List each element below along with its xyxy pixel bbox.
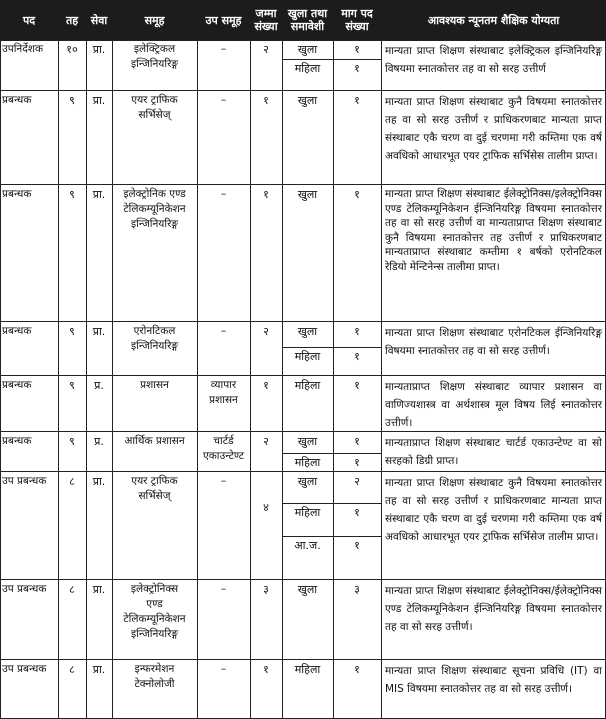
table-rule bbox=[0, 321, 606, 322]
table-rule bbox=[0, 40, 606, 41]
cell-total: २ bbox=[263, 435, 269, 448]
cell-quota-count: १ bbox=[354, 62, 360, 75]
cell-qualification: मान्यता प्राप्त शिक्षण संस्थाबाट सूचना प्रविधि (IT) वा MIS विषयमा स्नातकोत्तर तह वा सो सरह उत्तीर्ण। bbox=[385, 665, 602, 695]
table-rule bbox=[197, 40, 198, 719]
cell-level: १० bbox=[66, 43, 78, 56]
cell-qualification: मान्यता प्राप्त शिक्षण संस्थाबाट एरोनटिकल ईन्जिनियरिङ्ग विषयमा स्नातकोत्तर तह वा सो सरह उत्तीर्ण। bbox=[385, 327, 602, 357]
cell-service: प्रा. bbox=[92, 94, 106, 107]
cell-quota-type: महिला bbox=[294, 62, 321, 75]
cell-total: २ bbox=[263, 325, 269, 338]
header-qualification: आवश्यक न्यूनतम शैक्षिक योग्यता bbox=[381, 0, 606, 40]
cell-subgroup: चार्टर्ड एकाउन्टेण्ट bbox=[202, 435, 245, 462]
table-rule bbox=[282, 453, 381, 454]
cell-level: ९ bbox=[69, 379, 75, 392]
cell-quota-type: महिला bbox=[294, 350, 321, 363]
cell-subgroup: – bbox=[220, 325, 227, 337]
cell-quota-type: खुला bbox=[297, 435, 318, 448]
cell-quota-count: २ bbox=[354, 475, 360, 488]
header-subgroup: उप समूह bbox=[197, 0, 250, 40]
cell-quota-count: १ bbox=[354, 435, 360, 448]
cell-quota-count: १ bbox=[354, 379, 360, 392]
table-rule bbox=[0, 184, 606, 185]
table-rule bbox=[250, 40, 251, 719]
cell-qualification: मान्यता प्राप्त शिक्षण संस्थाबाट ईलेक्ट्रोनिक्स/इलेक्ट्रोनिक्स एण्ड टेलिकम्यूनिकेशन ईन्जिनियरिङ्ग विषयमा स्नातकोत्तर तह वा सो सरह उत्तीर्ण वा मान्यताप्राप्त शिक्षण संस्थाबाट कुनै विषयमा स्नातकोत्तर तह उत्तीर्ण र प्राधिकरणबाट मान्यताप्राप्त संस्थाबाट कम्तीमा १ बर्षको एरोनटिकल रेडियो मेन्टिनेन्स तालीमा प्राप्त। bbox=[385, 188, 602, 273]
cell-quota-type: आ.ज. bbox=[294, 539, 321, 552]
cell-service: प्र. bbox=[94, 379, 104, 392]
cell-quota-type: खुला bbox=[297, 475, 318, 488]
cell-group: इलेक्ट्रिकल इन्जिनियरिङ्ग bbox=[130, 43, 179, 70]
cell-level: ८ bbox=[69, 663, 75, 676]
cell-post: प्रबन्धक bbox=[2, 379, 32, 391]
cell-quota-count: १ bbox=[354, 94, 360, 107]
cell-level: ९ bbox=[69, 325, 75, 338]
cell-group: प्रशासन bbox=[140, 379, 169, 391]
cell-qualification: मान्यता प्राप्त शिक्षण संस्थाबाट ईलेक्ट्रोनिक्स/ईलेक्ट्रोनिक्स एण्ड टेलिकम्यूनिकेशन ईन्जिनियरिङ्ग विषयमा स्नातकोत्तर तह वा सो सरह उत्तीर्ण। bbox=[385, 585, 602, 633]
cell-quota-type: महिला bbox=[294, 456, 321, 469]
cell-subgroup: व्यापार प्रशासन bbox=[209, 379, 238, 406]
header-demand: माग पद संख्या bbox=[333, 0, 381, 40]
cell-quota-type: खुला bbox=[297, 94, 318, 107]
table-rule bbox=[112, 40, 113, 719]
table-rule bbox=[282, 59, 381, 60]
header-post: पद bbox=[0, 0, 58, 40]
cell-qualification: मान्यताप्राप्त शिक्षण संस्थाबाट व्यापार प्रशासन वा वाणिज्यशास्त्र वा अर्थशास्त्र मूल विषय लिई स्नातकोत्तर उत्तीर्ण। bbox=[385, 381, 602, 429]
cell-post: प्रबन्धक bbox=[2, 435, 32, 447]
cell-post: उप प्रबन्धक bbox=[2, 663, 47, 675]
cell-quota-type: खुला bbox=[297, 583, 318, 596]
cell-service: प्र. bbox=[94, 435, 104, 448]
cell-quota-count: १ bbox=[354, 456, 360, 469]
cell-post: उप प्रबन्धक bbox=[2, 475, 47, 487]
cell-post: प्रबन्धक bbox=[2, 188, 32, 200]
cell-subgroup: – bbox=[220, 94, 227, 106]
cell-quota-count: ३ bbox=[354, 583, 360, 596]
cell-group: आर्थिक प्रशासन bbox=[124, 435, 185, 447]
table-rule bbox=[282, 503, 381, 504]
cell-quota-count: १ bbox=[354, 539, 360, 552]
cell-service: प्रा. bbox=[92, 475, 106, 488]
cell-total: १ bbox=[263, 94, 269, 107]
table-rule bbox=[381, 40, 382, 719]
cell-group: इन्फरमेशन टेक्नोलोजी bbox=[134, 663, 175, 690]
cell-service: प्रा. bbox=[92, 43, 106, 56]
header-level: तह bbox=[58, 0, 86, 40]
table-rule bbox=[282, 536, 381, 537]
cell-service: प्रा. bbox=[92, 663, 106, 676]
cell-subgroup: – bbox=[220, 583, 227, 595]
cell-service: प्रा. bbox=[92, 188, 106, 201]
cell-level: ९ bbox=[69, 188, 75, 201]
cell-total: १ bbox=[263, 663, 269, 676]
table-rule bbox=[0, 471, 606, 472]
table-rule bbox=[0, 90, 606, 91]
table-rule bbox=[58, 40, 59, 719]
cell-subgroup: – bbox=[220, 188, 227, 200]
cell-total: ३ bbox=[263, 583, 269, 596]
table-rule bbox=[0, 659, 606, 660]
cell-quota-type: खुला bbox=[297, 188, 318, 201]
table-rule bbox=[0, 431, 606, 432]
cell-qualification: मान्यताप्राप्त शिक्षण संस्थाबाट चार्टर्ड एकाउन्टेण्ट वा सो सरहको डिग्री प्राप्त। bbox=[385, 437, 602, 467]
cell-quota-count: १ bbox=[354, 663, 360, 676]
cell-total: १ bbox=[263, 379, 269, 392]
cell-quota-type: महिला bbox=[294, 506, 321, 519]
table-rule bbox=[282, 40, 283, 719]
table-rule bbox=[0, 375, 606, 376]
cell-post: प्रबन्धक bbox=[2, 325, 32, 337]
cell-qualification: मान्यता प्राप्त शिक्षण संस्थाबाट कुनै विषयमा स्नातकोत्तर तह वा सो सरह उत्तीर्ण र प्राधिकरणबाट मान्यता प्राप्त संस्थाबाट एकै चरण वा दुई चरणमा गरी कम्तिमा एक वर्ष अवधिको आधारभूत एयर ट्राफिक सर्भिसेज तालीम प्राप्त। bbox=[385, 477, 602, 543]
cell-subgroup: – bbox=[220, 475, 227, 487]
header-group: समूह bbox=[112, 0, 197, 40]
cell-post: उप प्रबन्धक bbox=[2, 583, 47, 595]
cell-quota-count: १ bbox=[354, 188, 360, 201]
cell-group: एरोनटिकल इन्जिनियरिङ्ग bbox=[130, 325, 179, 352]
cell-post: उपनिर्देशक bbox=[2, 43, 44, 55]
header-service: सेवा bbox=[86, 0, 112, 40]
cell-service: प्रा. bbox=[92, 325, 106, 338]
table-rule bbox=[333, 40, 334, 719]
cell-quota-type: खुला bbox=[297, 325, 318, 338]
cell-group: एयर ट्राफिक सर्भिसेज् bbox=[131, 475, 178, 502]
cell-qualification: मान्यता प्राप्त शिक्षण संस्थाबाट इलेक्ट्रिकल इन्जिनियरिङ्ग विषयमा स्नातकोत्तर तह वा सो सरह उत्तीर्ण bbox=[385, 45, 602, 75]
cell-subgroup: – bbox=[220, 43, 227, 55]
cell-group: एयर ट्राफिक सर्भिसेज् bbox=[131, 94, 178, 121]
table-rule bbox=[0, 40, 1, 719]
cell-quota-type: महिला bbox=[294, 379, 321, 392]
cell-qualification: मान्यता प्राप्त शिक्षण संस्थाबाट कुनै विषयमा स्नातकोत्तर तह वा सो सरह उत्तीर्ण र प्राधिकरणबाट मान्यता प्राप्त संस्थाबाट एकै चरण वा दुई चरणमा गरी कम्तिमा एक वर्ष अवधिको आधारभूत एयर ट्राफिक सर्भिसेस तालीम प्राप्त। bbox=[385, 96, 602, 162]
cell-quota-type: महिला bbox=[294, 663, 321, 676]
table-rule bbox=[86, 40, 87, 719]
cell-total: २ bbox=[263, 43, 269, 56]
cell-level: ८ bbox=[69, 475, 75, 488]
cell-group: इलेक्ट्रोनिक एण्ड टेलिकम्यूनिकेशन इन्जिनियरिङ्ग bbox=[123, 188, 186, 230]
cell-quota-count: १ bbox=[354, 506, 360, 519]
cell-post: प्रबन्धक bbox=[2, 94, 32, 106]
cell-quota-count: १ bbox=[354, 43, 360, 56]
table-rule bbox=[0, 579, 606, 580]
cell-service: प्रा. bbox=[92, 583, 106, 596]
cell-total: ४ bbox=[263, 501, 269, 514]
header-total: जम्मा संख्या bbox=[250, 0, 282, 40]
table-rule bbox=[282, 347, 381, 348]
cell-group: इलेक्ट्रोनिक्स एण्ड टेलिकम्यूनिकेशन इन्जिनियरिङ्ग bbox=[123, 583, 186, 640]
cell-level: ८ bbox=[69, 583, 75, 596]
header-quota: खुला तथा समावेशी bbox=[282, 0, 333, 40]
cell-level: ९ bbox=[69, 435, 75, 448]
cell-quota-type: खुला bbox=[297, 43, 318, 56]
cell-quota-count: १ bbox=[354, 350, 360, 363]
cell-total: १ bbox=[263, 188, 269, 201]
cell-quota-count: १ bbox=[354, 325, 360, 338]
cell-subgroup: – bbox=[220, 663, 227, 675]
cell-level: ९ bbox=[69, 94, 75, 107]
